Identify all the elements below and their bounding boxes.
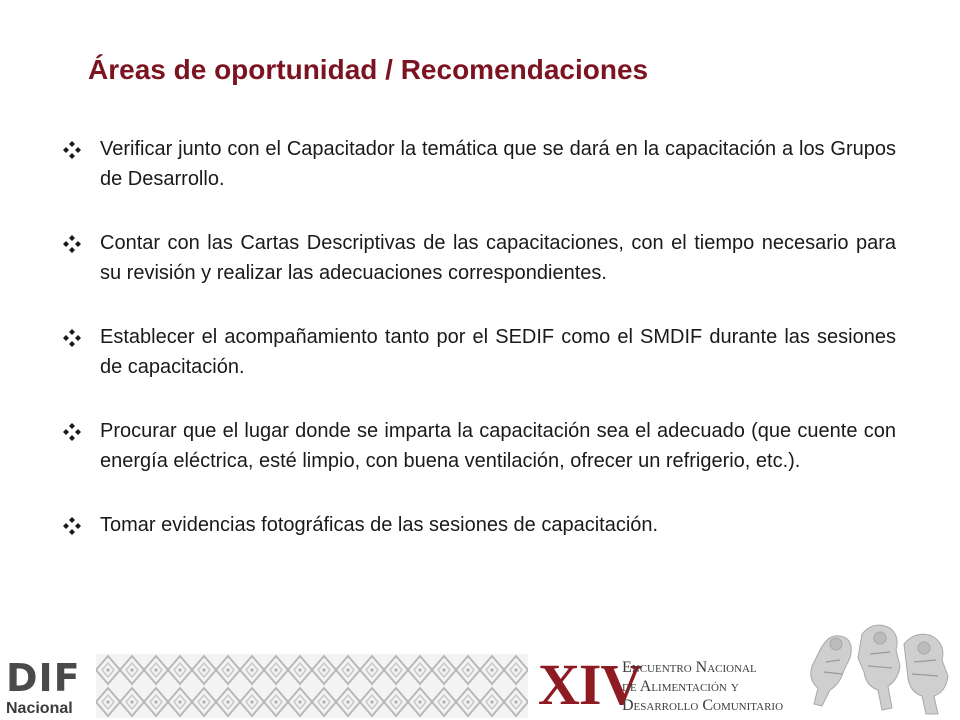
bullet-text: Procurar que el lugar donde se imparta la capacitación sea el adecuado (que cuente con energía eléctrica, esté limpio, con buena ventilación, ofrecer un refrigerio, etc.). xyxy=(100,420,896,472)
footer-band xyxy=(0,650,960,720)
fret-pattern-decoration xyxy=(96,654,528,718)
event-name xyxy=(622,658,812,715)
four-diamond-bullet-icon xyxy=(62,234,82,254)
dif-logo-letters: DIF xyxy=(6,656,81,700)
four-diamond-bullet-icon xyxy=(62,328,82,348)
bullet-text: Tomar evidencias fotográficas de las sesiones de capacitación. xyxy=(100,514,659,536)
list-item xyxy=(62,510,896,540)
four-diamond-bullet-icon xyxy=(62,140,82,160)
list-item xyxy=(62,416,896,476)
four-diamond-bullet-icon xyxy=(62,516,82,536)
event-edition-numeral: XIV xyxy=(538,652,642,717)
bullet-text: Contar con las Cartas Descriptivas de las capacitaciones, con el tiempo necesario para su revisión y realizar las adecuaciones correspondientes. xyxy=(100,232,896,284)
recommendations-list xyxy=(62,134,896,540)
event-name-line: Desarrollo Comunitario xyxy=(622,697,784,714)
event-name-line: de Alimentación y xyxy=(622,678,739,695)
four-diamond-bullet-icon xyxy=(62,422,82,442)
event-name-line: Encuentro Nacional xyxy=(622,659,757,676)
dif-nacional-logo xyxy=(0,656,86,720)
bullet-text: Verificar junto con el Capacitador la temática que se dará en la capacitación a los Grupos de Desarrollo. xyxy=(100,138,896,190)
pre-hispanic-figures-mural xyxy=(800,610,960,720)
list-item xyxy=(62,322,896,382)
bullet-text: Establecer el acompañamiento tanto por el SEDIF como el SMDIF durante las sesiones de capacitación. xyxy=(100,326,896,378)
dif-logo-subtitle: Nacional xyxy=(6,700,73,717)
slide-title: Áreas de oportunidad / Recomendaciones xyxy=(88,54,649,85)
list-item xyxy=(62,134,896,194)
list-item xyxy=(62,228,896,288)
